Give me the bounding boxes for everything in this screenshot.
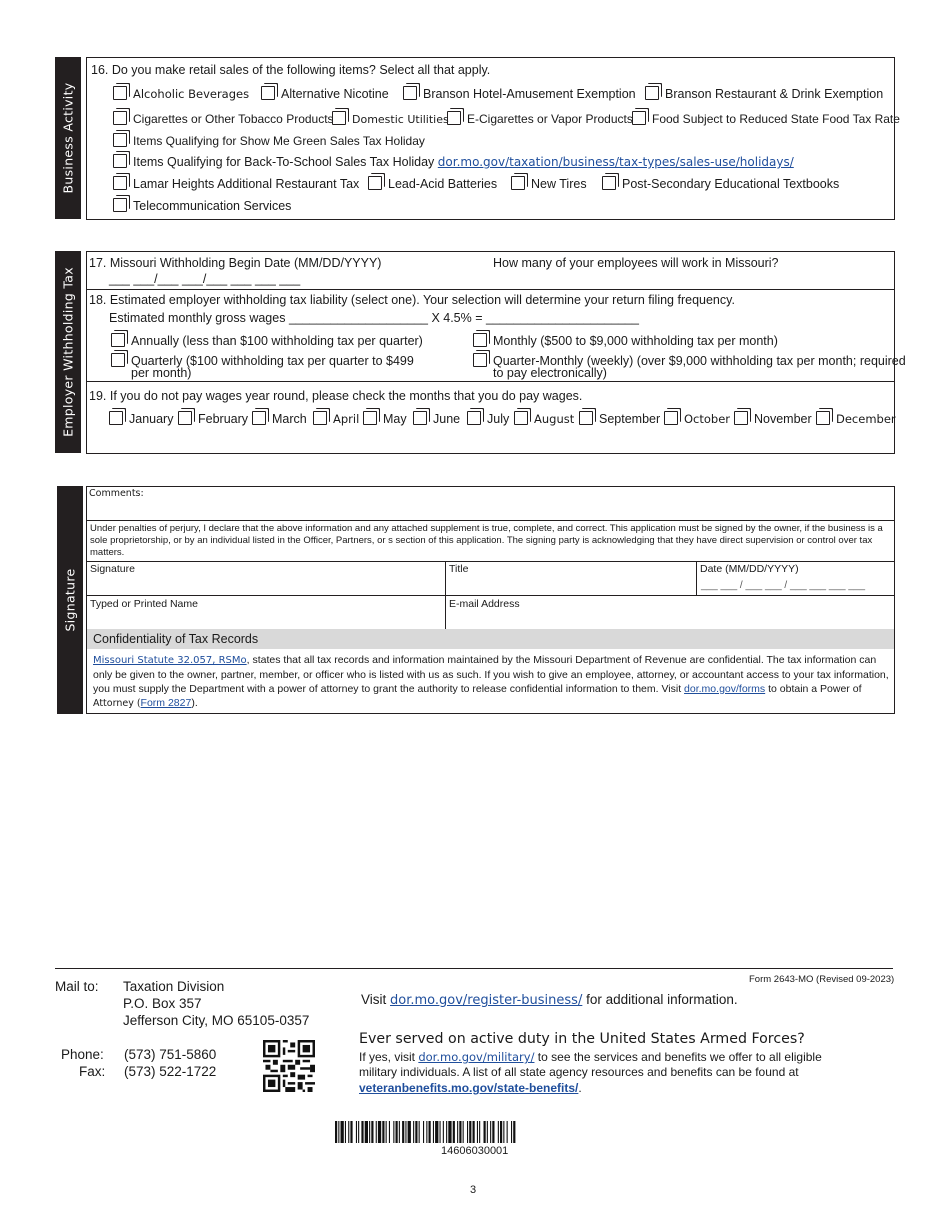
q17-label: 17. Missouri Withholding Begin Date (MM/DD/YYYY): [89, 256, 382, 270]
month-april[interactable]: April: [313, 408, 359, 426]
barcode-bar: [463, 1121, 464, 1143]
month-october[interactable]: October: [664, 408, 730, 426]
checkbox-icon[interactable]: [403, 86, 417, 100]
qr-code-icon[interactable]: [263, 1040, 315, 1092]
title-field[interactable]: Title: [449, 563, 469, 575]
date-blank: ___ ___ / ___ ___ / ___ ___ ___ ___: [701, 580, 866, 591]
checkbox-domestic-utilities[interactable]: Domestic Utilities: [332, 108, 449, 126]
statute-link[interactable]: Missouri Statute 32.057, RSMo: [93, 655, 247, 666]
barcode-bar: [361, 1121, 363, 1143]
confidentiality-text: Missouri Statute 32.057, RSMo, states that all tax records and information maintained by the Missouri Department of Revenue are confidential. The tax information can only be given to the owner, partner, member, or officer who is listed with us as such. If you wish to give an employee, attorney, or accountant access to your tax information, you must supply the Department with a power of attorney to grant the authority to release confidential information to them. Visit dor.mo.gov/forms to obtain a Power of Attorney (Form 2827).: [93, 654, 889, 709]
form-2827-link[interactable]: Form 2827: [140, 697, 192, 709]
signature-sidebar: [57, 486, 83, 714]
barcode-bar: [348, 1121, 349, 1143]
checkbox-icon[interactable]: [113, 154, 127, 168]
barcode-bar: [378, 1121, 381, 1143]
barcode: [335, 1121, 622, 1143]
barcode-bar: [399, 1121, 400, 1143]
checkbox-icon[interactable]: [734, 411, 748, 425]
checkbox-back-to-school[interactable]: Items Qualifying for Back-To-School Sales Tax Holiday dor.mo.gov/taxation/business/tax-types/sales-use/holidays/: [113, 151, 794, 169]
confidentiality-title: Confidentiality of Tax Records: [93, 632, 259, 646]
checkbox-icon[interactable]: [514, 411, 528, 425]
checkbox-icon[interactable]: [332, 111, 346, 125]
month-july[interactable]: July: [467, 408, 509, 426]
question-16: 16. Do you make retail sales of the following items? Select all that apply.: [91, 63, 491, 77]
barcode-bar: [345, 1121, 346, 1143]
month-september[interactable]: September: [579, 408, 660, 426]
month-november[interactable]: November: [734, 408, 812, 426]
month-march[interactable]: March: [252, 408, 307, 426]
checkbox-icon[interactable]: [816, 411, 830, 425]
barcode-bar: [467, 1121, 468, 1143]
checkbox-icon[interactable]: [113, 176, 127, 190]
checkbox-icon[interactable]: [368, 176, 382, 190]
radio-quarter-monthly[interactable]: Quarter-Monthly (weekly) (over $9,000 withholding tax per month; required: [473, 350, 906, 368]
barcode-bar: [479, 1121, 480, 1143]
checkbox-alcoholic-beverages[interactable]: Alcoholic Beverages: [113, 83, 249, 101]
checkbox-icon[interactable]: [664, 411, 678, 425]
visit-register: Visit dor.mo.gov/register-business/ for additional information.: [361, 992, 738, 1008]
barcode-bar: [423, 1121, 424, 1143]
barcode-bar: [405, 1121, 406, 1143]
phone-label: Phone:: [61, 1047, 104, 1062]
date-field[interactable]: Date (MM/DD/YYYY): [700, 563, 799, 575]
checkbox-icon[interactable]: [363, 411, 377, 425]
barcode-bar: [490, 1121, 491, 1143]
barcode-bar: [335, 1121, 337, 1143]
fax-number: (573) 522-1722: [124, 1064, 217, 1079]
checkbox-icon[interactable]: [113, 198, 127, 212]
checkbox-icon[interactable]: [113, 133, 127, 147]
checkbox-icon[interactable]: [473, 353, 487, 367]
register-business-link[interactable]: dor.mo.gov/register-business/: [390, 993, 583, 1008]
month-august[interactable]: August: [514, 408, 574, 426]
armed-forces-line2: military individuals. A list of all state agency resources and benefits can be found at: [359, 1065, 799, 1079]
checkbox-show-me-green[interactable]: Items Qualifying for Show Me Green Sales Tax Holiday: [113, 130, 425, 148]
barcode-bar: [396, 1121, 398, 1143]
checkbox-telecommunication[interactable]: Telecommunication Services: [113, 195, 291, 213]
checkbox-icon[interactable]: [645, 86, 659, 100]
checkbox-icon[interactable]: [111, 333, 125, 347]
checkbox-icon[interactable]: [113, 111, 127, 125]
checkbox-icon[interactable]: [313, 411, 327, 425]
checkbox-lamar-heights[interactable]: Lamar Heights Additional Restaurant Tax: [113, 173, 359, 191]
mail-po-box: P.O. Box 357: [123, 996, 202, 1011]
barcode-bar: [358, 1121, 359, 1143]
comments-field[interactable]: Comments:: [89, 488, 144, 499]
barcode-bar: [459, 1121, 461, 1143]
barcode-bar: [419, 1121, 420, 1143]
mail-division: Taxation Division: [123, 979, 225, 994]
checkbox-lead-acid-batteries[interactable]: Lead-Acid Batteries: [368, 173, 497, 191]
fax-label: Fax:: [79, 1064, 106, 1079]
month-may[interactable]: May: [363, 408, 407, 426]
checkbox-branson-restaurant[interactable]: Branson Restaurant & Drink Exemption: [645, 83, 883, 101]
checkbox-icon[interactable]: [602, 176, 616, 190]
perjury-statement: Under penalties of perjury, I declare that the above information and any attached supplement is true, complete, and correct. This application must be signed by the owner, if the business is a sole proprietorship, or by an individual listed in the Officer, Partners, or s section of this application. The signing party is acknowledging that they have direct supervision or control over tax matters.: [90, 523, 883, 558]
q17-employees-question: How many of your employees will work in Missouri?: [493, 256, 779, 270]
checkbox-icon[interactable]: [511, 176, 525, 190]
barcode-bar: [350, 1121, 352, 1143]
confidentiality-header: [87, 629, 894, 649]
q18-label: 18. Estimated employer withholding tax liability (select one). Your selection will determine your return filing frequency.: [89, 293, 735, 307]
checkbox-icon[interactable]: [447, 111, 461, 125]
checkbox-new-tires[interactable]: New Tires: [511, 173, 587, 191]
checkbox-icon[interactable]: [467, 411, 481, 425]
barcode-bar: [448, 1121, 451, 1143]
form-id: Form 2643-MO (Revised 09-2023): [749, 974, 895, 985]
barcode-bar: [513, 1121, 515, 1143]
checkbox-alternative-nicotine[interactable]: Alternative Nicotine: [261, 83, 389, 101]
radio-quarterly-line2: per month): [131, 366, 192, 380]
q18-wages-field[interactable]: Estimated monthly gross wages ____________________ X 4.5% = ______________________: [109, 311, 639, 325]
barcode-bar: [365, 1121, 368, 1143]
checkbox-icon[interactable]: [109, 411, 123, 425]
checkbox-icon[interactable]: [413, 411, 427, 425]
barcode-bar: [511, 1121, 512, 1143]
barcode-bar: [492, 1121, 494, 1143]
radio-annually[interactable]: Annually (less than $100 withholding tax per quarter): [111, 330, 423, 348]
business-activity-label: Business Activity: [60, 82, 76, 194]
phone-number: (573) 751-5860: [124, 1047, 217, 1062]
month-december[interactable]: December: [816, 408, 896, 426]
checkbox-e-cigarettes[interactable]: E-Cigarettes or Vapor Products: [447, 108, 633, 126]
forms-link[interactable]: dor.mo.gov/forms: [684, 683, 766, 695]
printed-name-field[interactable]: Typed or Printed Name: [90, 598, 198, 610]
checkbox-icon[interactable]: [252, 411, 266, 425]
month-june[interactable]: June: [413, 408, 460, 426]
radio-monthly[interactable]: Monthly ($500 to $9,000 withholding tax per month): [473, 330, 778, 348]
checkbox-icon[interactable]: [178, 411, 192, 425]
barcode-bar: [507, 1121, 508, 1143]
page-number: 3: [470, 1184, 477, 1196]
barcode-bar: [446, 1121, 447, 1143]
barcode-bar: [393, 1121, 394, 1143]
checkbox-textbooks[interactable]: Post-Secondary Educational Textbooks: [602, 173, 839, 191]
barcode-bar: [500, 1121, 502, 1143]
barcode-bar: [341, 1121, 344, 1143]
barcode-bar: [440, 1121, 441, 1143]
barcode-bar: [503, 1121, 504, 1143]
barcode-bar: [415, 1121, 417, 1143]
veteran-benefits-link[interactable]: veteranbenefits.mo.gov/state-benefits/: [359, 1081, 579, 1095]
q17-date-field[interactable]: ___ ___/___ ___/___ ___ ___ ___: [109, 272, 301, 286]
barcode-bar: [426, 1121, 427, 1143]
armed-forces-title: Ever served on active duty in the United States Armed Forces?: [359, 1031, 805, 1047]
barcode-bar: [484, 1121, 486, 1143]
barcode-bar: [382, 1121, 384, 1143]
checkbox-icon[interactable]: [473, 333, 487, 347]
checkbox-food-reduced-rate[interactable]: Food Subject to Reduced State Food Tax Rate: [632, 108, 900, 126]
checkbox-icon[interactable]: [632, 111, 646, 125]
barcode-bar: [498, 1121, 499, 1143]
armed-forces-line3: veteranbenefits.mo.gov/state-benefits/.: [359, 1081, 582, 1095]
holidays-link[interactable]: dor.mo.gov/taxation/business/tax-types/sales-use/holidays/: [437, 155, 794, 169]
military-link[interactable]: dor.mo.gov/military/: [418, 1050, 535, 1064]
barcode-bar: [477, 1121, 478, 1143]
barcode-bar: [389, 1121, 390, 1143]
signature-sidebar-label: Signature: [62, 568, 78, 632]
radio-quarterly[interactable]: Quarterly ($100 withholding tax per quarter to $499: [111, 350, 414, 368]
withholding-box: [86, 251, 906, 454]
checkbox-icon[interactable]: [579, 411, 593, 425]
checkbox-branson-hotel[interactable]: Branson Hotel-Amusement Exemption: [403, 83, 636, 101]
business-activity-sidebar: [55, 57, 81, 219]
checkbox-icon[interactable]: [111, 353, 125, 367]
barcode-bar: [429, 1121, 431, 1143]
barcode-bar: [356, 1121, 357, 1143]
barcode-bar: [453, 1121, 455, 1143]
month-february[interactable]: February: [178, 408, 248, 426]
barcode-bar: [369, 1121, 370, 1143]
month-january[interactable]: January: [109, 408, 173, 426]
barcode-bar: [443, 1121, 444, 1143]
barcode-bar: [413, 1121, 414, 1143]
signature-field[interactable]: Signature: [90, 563, 135, 575]
barcode-bar: [376, 1121, 377, 1143]
business-activity-box: [86, 57, 900, 220]
barcode-bar: [386, 1121, 387, 1143]
checkbox-icon[interactable]: [113, 86, 127, 100]
barcode-bar: [433, 1121, 434, 1143]
barcode-bar: [402, 1121, 404, 1143]
barcode-bar: [408, 1121, 411, 1143]
q19-label: 19. If you do not pay wages year round, please check the months that you do pay wages.: [89, 389, 583, 403]
barcode-bar: [435, 1121, 438, 1143]
mail-city: Jefferson City, MO 65105-0357: [123, 1013, 310, 1028]
signature-box: [86, 486, 895, 714]
barcode-bar: [469, 1121, 471, 1143]
withholding-sidebar: [55, 251, 81, 453]
radio-quarter-monthly-line2: to pay electronically): [493, 366, 607, 380]
armed-forces-line1: If yes, visit dor.mo.gov/military/ to see the services and benefits we offer to all eligible: [359, 1050, 822, 1064]
barcode-number: 14606030001: [441, 1145, 509, 1157]
barcode-bar: [338, 1121, 339, 1143]
withholding-label: Employer Withholding Tax: [60, 267, 76, 437]
footer-rule: [55, 968, 893, 969]
barcode-bar: [487, 1121, 488, 1143]
barcode-bar: [371, 1121, 373, 1143]
mail-to-label: Mail to:: [55, 979, 99, 994]
checkbox-cigarettes[interactable]: Cigarettes or Other Tobacco Products: [113, 108, 334, 126]
checkbox-icon[interactable]: [261, 86, 275, 100]
email-field[interactable]: E-mail Address: [449, 598, 520, 610]
barcode-bar: [473, 1121, 475, 1143]
barcode-bar: [457, 1121, 458, 1143]
